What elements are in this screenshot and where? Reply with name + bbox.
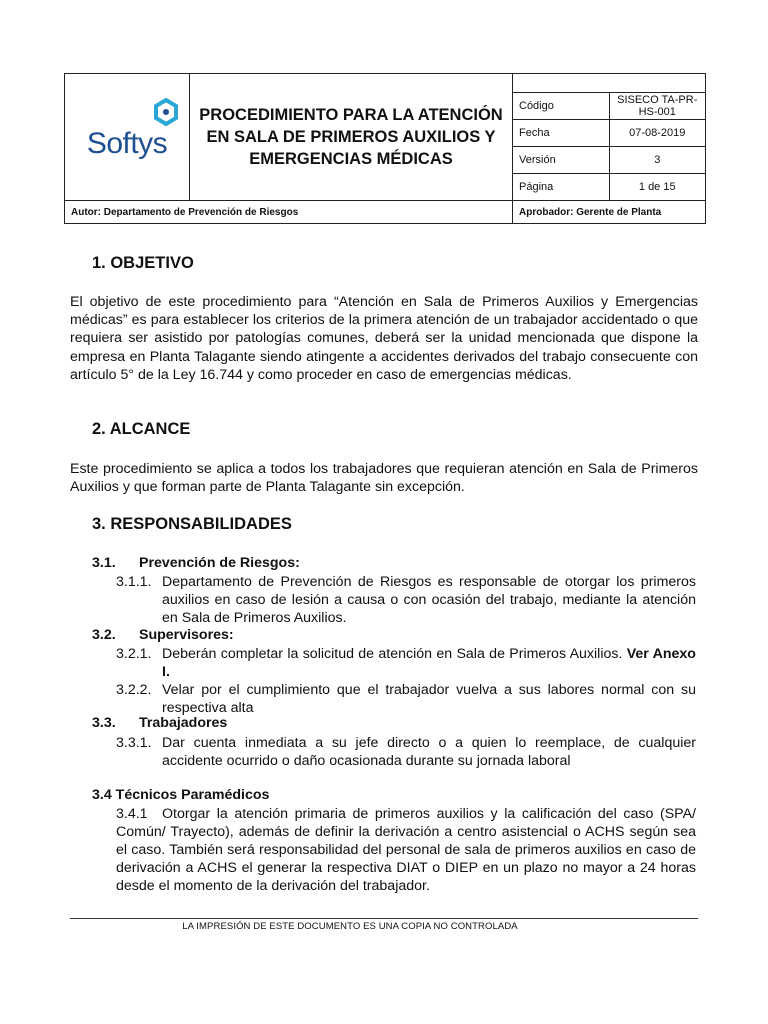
meta-spacer — [513, 74, 706, 93]
logo-wordmark: Softys — [86, 127, 168, 160]
item-3-2-2-text: Velar por el cumplimiento que el trabajador vuelva a sus labores normal con su respectiva alta — [162, 682, 696, 716]
item-3-1-1-number: 3.1.1. — [116, 574, 152, 590]
subsection-3-4-title: 3.4 Técnicos Paramédicos — [92, 787, 270, 803]
softys-logo-mark-icon — [153, 98, 179, 128]
item-3-4-1-number: 3.4.1 — [116, 806, 148, 822]
item-3-3-1-number: 3.3.1. — [116, 735, 152, 751]
approver-cell: Aprobador: Gerente de Planta — [513, 201, 706, 224]
item-3-1-1-text: Departamento de Prevención de Riesgos es responsable de otorgar los primeros auxilios en caso de lesión a causa o con ocasión del trabajo, mediante la atención en Sala de Primeros Auxilios. — [162, 574, 696, 626]
author-cell: Autor: Departamento de Prevención de Riesgos — [65, 201, 513, 224]
subsection-3-3-title: Trabajadores — [139, 715, 228, 731]
subsection-3-2-number: 3.2. — [92, 627, 116, 643]
meta-label-codigo: Código — [513, 93, 610, 120]
item-3-4-1-text: Otorgar la atención primaria de primeros auxilios y la calificación del caso (SPA/ Común/ Trayecto), además de definir la derivación a centro asistencial o ACHS según sea el caso. También será responsabilidad del personal de sala de primeros auxilios en caso de derivación a ACHS el generar la respectiva DIAT o DIEP en un plazo no mayor a 24 horas desde el momento de la derivación del trabajador. — [116, 806, 696, 894]
section-1-title: 1. OBJETIVO — [92, 254, 194, 272]
subsection-3-3-number: 3.3. — [92, 715, 116, 731]
item-3-3-1-text: Dar cuenta inmediata a su jefe directo o a quien lo reemplace, de cualquier accidente ocurrido o daño ocasionada durante su jornada laboral — [162, 735, 696, 769]
meta-value-codigo: SISECO TA-PR-HS-001 — [609, 93, 706, 120]
meta-value-version: 3 — [609, 147, 706, 174]
footer-divider — [70, 918, 698, 919]
subsection-3-2-title: Supervisores: — [139, 627, 234, 643]
section-3-title: 3. RESPONSABILIDADES — [92, 515, 292, 533]
section-2-text: Este procedimiento se aplica a todos los trabajadores que requieran atención en Sala de Primeros Auxilios y que forman parte de Planta Talagante sin excepción. — [70, 461, 698, 496]
item-3-2-1-annex-ref: Ver Anexo I. — [162, 646, 696, 680]
subsection-3-1-number: 3.1. — [92, 555, 116, 571]
meta-label-pagina: Página — [513, 174, 610, 201]
meta-label-fecha: Fecha — [513, 120, 610, 147]
section-2-title: 2. ALCANCE — [92, 420, 191, 438]
meta-label-version: Versión — [513, 147, 610, 174]
meta-value-fecha: 07-08-2019 — [609, 120, 706, 147]
document-header-table — [64, 73, 706, 224]
document-title: PROCEDIMIENTO PARA LA ATENCIÓN EN SALA DE PRIMEROS AUXILIOS Y EMERGENCIAS MÉDICAS — [190, 74, 513, 201]
subsection-3-1-title: Prevención de Riesgos: — [139, 555, 300, 571]
softys-logo — [65, 74, 189, 200]
item-3-2-1-text: Deberán completar la solicitud de atención en Sala de Primeros Auxilios. — [162, 646, 623, 662]
meta-value-pagina: 1 de 15 — [609, 174, 706, 201]
footer-disclaimer: LA IMPRESIÓN DE ESTE DOCUMENTO ES UNA COPIA NO CONTROLADA — [182, 921, 518, 932]
section-1-text: El objetivo de este procedimiento para “Atención en Sala de Primeros Auxilios y Emergencias médicas” es para establecer los criterios de la primera atención de un trabajador accidentado o que requiera ser asistido por patologías comunes, deberá ser la unidad mencionada que dispone la empresa en Planta Talagante siendo atingente a accidentes derivados del trabajo consecuente con artículo 5° de la Ley 16.744 y como proceder en caso de emergencias médicas. — [70, 294, 698, 383]
item-3-2-2-number: 3.2.2. — [116, 682, 152, 698]
item-3-2-1 — [162, 645, 696, 681]
logo-cell — [65, 74, 190, 201]
item-3-2-1-number: 3.2.1. — [116, 646, 152, 662]
